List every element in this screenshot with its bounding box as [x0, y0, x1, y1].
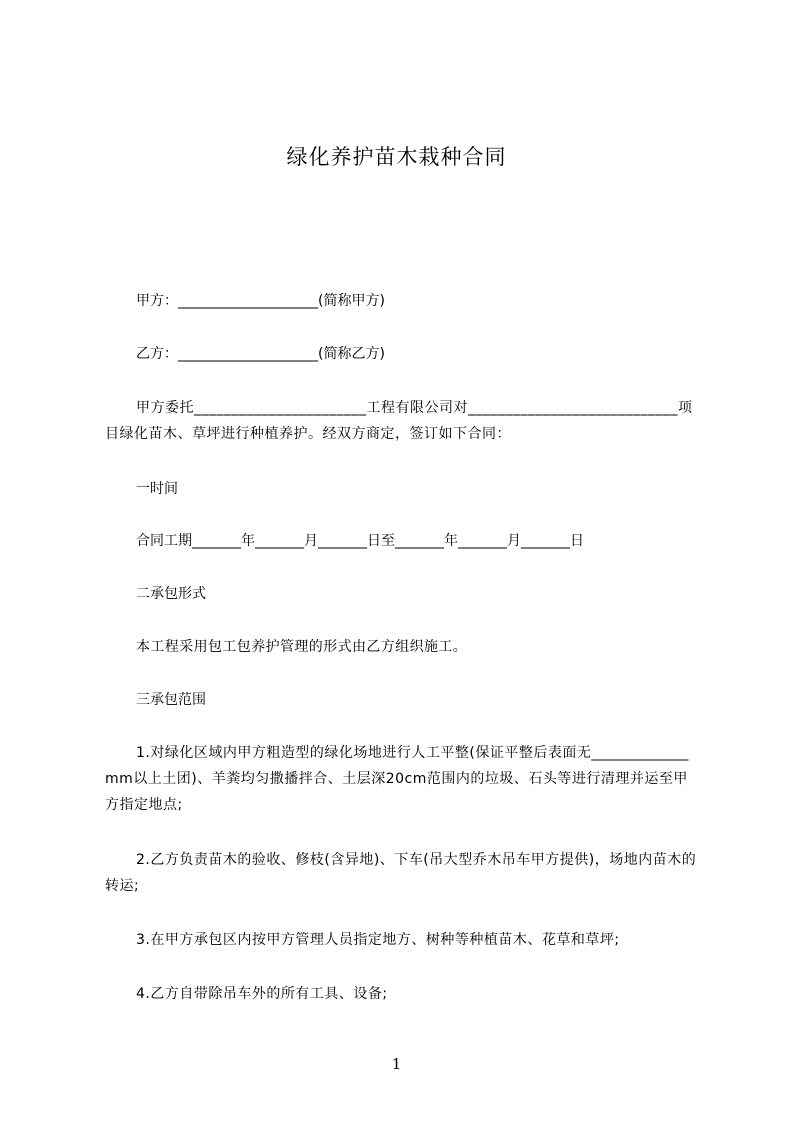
section-2-text: 本工程采用包工包养护管理的形式由乙方组织施工。 [136, 639, 468, 655]
page-number: 1 [391, 1055, 402, 1073]
section-3-heading: 三承包范围 [136, 692, 206, 708]
scope-item-2: 2.乙方负责苗木的验收、修枝(含异地)、下车(吊大型乔木吊车甲方提供)，场地内苗木的转运; [105, 852, 697, 894]
document-title: 绿化养护苗木栽种合同 [286, 145, 507, 169]
contract-period-line: 合同工期_______年_______月_______日至_______年_______月_______日 [136, 533, 584, 549]
entrust-paragraph: 甲方委托_______________________工程有限公司对____________________________项目绿化苗木、草坪进行种植养护。经双方商定，签订如下合同： [105, 400, 693, 442]
section-1-heading: 一时间 [136, 481, 178, 497]
section-2-heading: 二承包形式 [136, 586, 206, 602]
party-a-line: 甲方：____________________(简称甲方) [136, 293, 385, 309]
scope-item-4: 4.乙方自带除吊车外的所有工具、设备; [136, 986, 388, 1002]
scope-item-3: 3.在甲方承包区内按甲方管理人员指定地方、树种等种植苗木、花草和草坪; [136, 932, 620, 948]
scope-item-1: 1.对绿化区域内甲方粗造型的绿化场地进行人工平整(保证平整后表面无_____________mm以上土团)、羊粪均匀撒播拌合、土层深20cm范围内的垃圾、石头等进行清理并运至甲方指定地点; [105, 745, 689, 813]
party-b-line: 乙方：____________________(简称乙方) [136, 346, 385, 362]
